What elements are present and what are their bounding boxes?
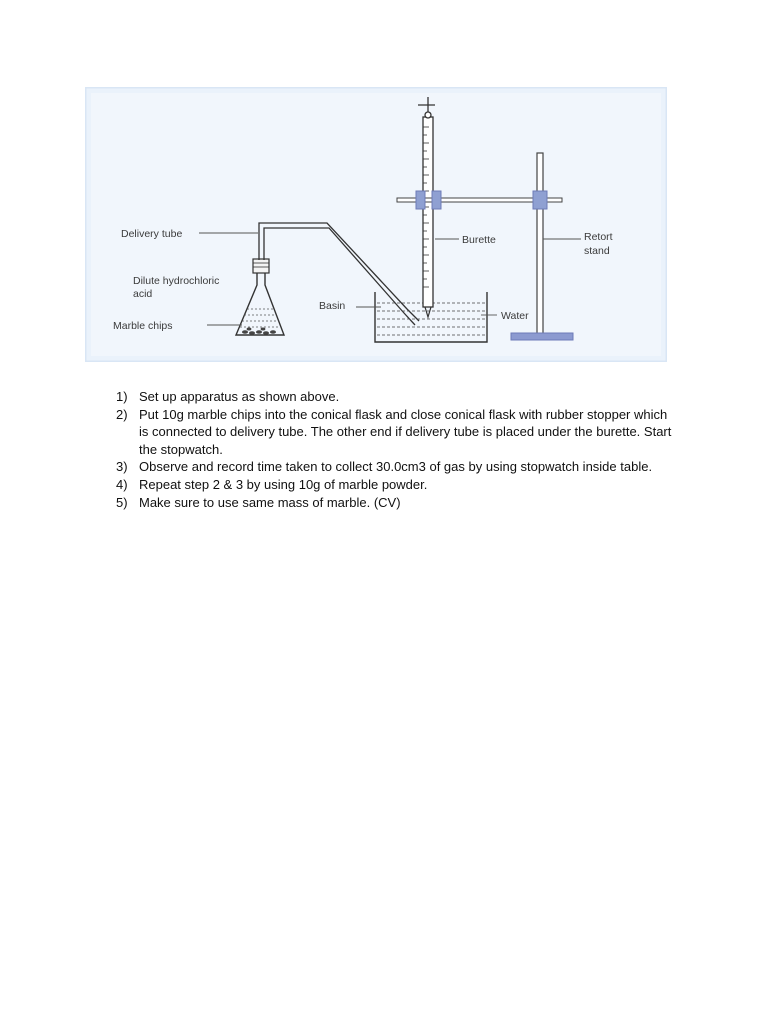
rubber-stopper: [253, 259, 269, 273]
label-marble-chips: Marble chips: [113, 320, 173, 332]
procedure-step: [116, 388, 676, 406]
step-number: 1): [116, 389, 128, 404]
procedure-step: [116, 476, 676, 494]
burette: [423, 117, 433, 317]
label-basin: Basin: [319, 300, 346, 312]
label-acid-line1: Dilute hydrochloric: [133, 275, 220, 287]
label-retort-line1: Retort: [584, 231, 613, 243]
step-text: Repeat step 2 & 3 by using 10g of marble powder.: [139, 476, 428, 492]
procedure-step: [116, 406, 676, 459]
label-retort-line2: stand: [584, 245, 610, 257]
stand-boss-clamp: [533, 191, 547, 209]
step-text: Make sure to use same mass of marble. (CV): [139, 494, 401, 510]
procedure-steps: [116, 388, 676, 511]
apparatus-diagram: [85, 87, 667, 362]
step-text: Set up apparatus as shown above.: [139, 389, 340, 404]
step-number: 2): [116, 406, 128, 422]
step-text: Observe and record time taken to collect 30.0cm3 of gas by using stopwatch inside table.: [139, 459, 653, 475]
label-burette: Burette: [462, 234, 496, 246]
step-number: 5): [116, 494, 128, 510]
step-number: 4): [116, 476, 128, 492]
apparatus-figure: [85, 87, 667, 362]
label-water: Water: [501, 310, 529, 322]
step-text: Put 10g marble chips into the conical flask and close conical flask with rubber stopper which is connected to delivery tube. The other end if delivery tube is placed under the burette. Start the stopwatch.: [139, 406, 672, 457]
step-number: 3): [116, 459, 128, 475]
label-acid-line2: acid: [133, 288, 153, 300]
label-delivery-tube: Delivery tube: [121, 228, 183, 240]
procedure-step: [116, 494, 676, 512]
procedure-step: [116, 458, 676, 476]
